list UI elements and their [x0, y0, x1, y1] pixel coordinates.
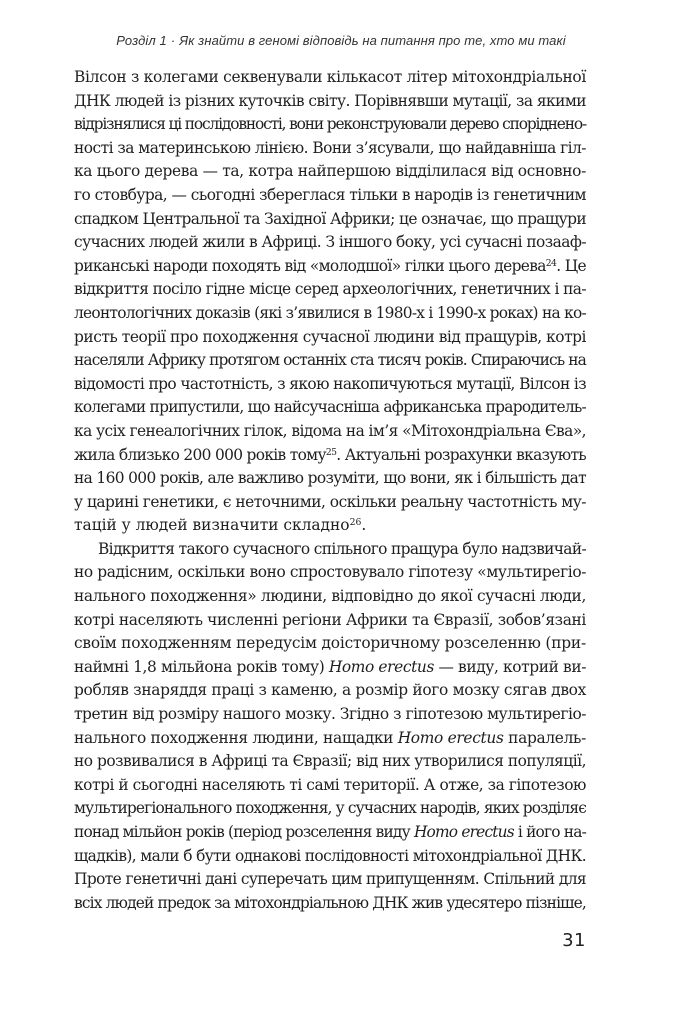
text-line: Проте генетичні дані суперечать цим припущенням. Спільний для [74, 870, 586, 889]
chapter-label: Розділ 1 [116, 33, 167, 48]
text-line: ка цього дерева — та, котра найпершою відділилася від основно- [74, 162, 586, 181]
text-line: наймні 1,8 мільйона років тому) Homo erectus — виду, котрий ви- [74, 657, 587, 676]
text-line: го стовбура, — сьогодні збереглася тільки в народів із генетичним [74, 185, 586, 204]
text-line: відомості про частотність, з якою накопичуються мутації, Вілсон із [74, 374, 587, 393]
text-line: нального походження» людини, відповідно до якої сучасні люди, [74, 587, 587, 606]
footnote-ref-26[interactable]: 26 [349, 517, 362, 529]
text-line: спадком Центральної та Західної Африки; це означає, що пращури [74, 209, 587, 228]
species-name: Homo erectus [413, 823, 514, 841]
text-line: відрізнялися ці послідовності, вони реконструювали дерево споріднено- [74, 115, 587, 134]
text-line: риканські народи походять від «молодшої» гілки цього дерева$^{24}$. Це [74, 256, 587, 275]
text-line: котрі населяють численні регіони Африки та Євразії, зобов’язані [74, 610, 586, 629]
text-line: но розвивалися в Африці та Євразії; від них утворилися популяції, [74, 752, 586, 771]
text-line: понад мільйон років (період розселення виду Homo erectus і його на- [74, 823, 586, 841]
text-line: ності за материнською лінією. Вони з’ясували, що найдавніша гіл- [74, 138, 586, 157]
text-line: тацій у людей визначити складно$^{26}$. [74, 516, 367, 535]
footnote-ref-25[interactable]: 25 [325, 446, 337, 458]
text-line: мультирегіонального походження, у сучасних народів, яких розділяє [74, 799, 586, 818]
running-header [74, 33, 608, 48]
text-line: нального походження людини, нащадки Homo erectus паралель- [74, 728, 587, 747]
text-line: своїм походженням передусім доісторичному розселенню (при- [74, 634, 587, 653]
text-line: сучасних людей жили в Африці. З іншого боку, усі сучасні позааф- [74, 233, 586, 252]
text-line: ристь теорії про походження сучасної людини від пращурів, котрі [74, 327, 586, 346]
header-separator: · [170, 33, 176, 48]
text-line: ДНК людей із різних куточків світу. Порівнявши мутації, за якими [74, 91, 586, 110]
text-line: Вілсон з колегами секвенували кількасот літер мітохондріальної [74, 68, 587, 86]
text-line: всіх людей предок за мітохондріальною ДНК жив удесятеро пізніше, [74, 893, 586, 912]
text-line: відкриття посіло гідне місце серед археологічних, генетичних і па- [74, 280, 587, 299]
text-line: колегами припустили, що найсучасніша африканська прародитель- [74, 398, 586, 417]
text-line: третин від розміру нашого мозку. Згідно з гіпотезою мультирегіо- [74, 705, 586, 724]
text-line: на 160 000 років, але важливо розуміти, що вони, як і більшість дат [74, 469, 587, 488]
footnote-ref-24[interactable]: 24 [545, 257, 557, 269]
species-name: Homo erectus [328, 657, 434, 676]
text-line: но радісним, оскільки воно спростовувало гіпотезу «мультирегіо- [74, 563, 587, 582]
body-text [74, 66, 586, 915]
text-line: жила близько 200 000 років тому$^{25}$. Актуальні розрахунки вказують [74, 445, 586, 464]
text-line: робляв знаряддя праці з каменю, а розмір його мозку сягав двох [74, 681, 587, 700]
text-line: ка усіх генеалогічних гілок, відома на ім’я «Мітохондріальна Єва», [74, 421, 586, 440]
species-name: Homo erectus [397, 728, 504, 747]
text-line: Відкриття такого сучасного спільного пращура було надзвичай- [98, 539, 587, 558]
text-line: у царині генетики, є неточними, оскільки реальну частотність му- [74, 492, 586, 511]
chapter-title: Як знайти в геномі відповідь на питання про те, хто ми такі [179, 33, 566, 48]
paragraph-2 [74, 538, 586, 916]
text-line: котрі й сьогодні населяють ті самі території. А отже, за гіпотезою [74, 775, 586, 794]
text-line: леонтологічних доказів (які з’явилися в 1980-х і 1990-х роках) на ко- [74, 303, 586, 322]
paragraph-1 [74, 66, 586, 538]
text-line: щадків), мали б бути однакові послідовності мітохондріальної ДНК. [74, 846, 586, 865]
page-number: 31 [562, 930, 586, 951]
text-line: населяли Африку протягом останніх ста тисяч років. Спираючись на [74, 351, 586, 370]
